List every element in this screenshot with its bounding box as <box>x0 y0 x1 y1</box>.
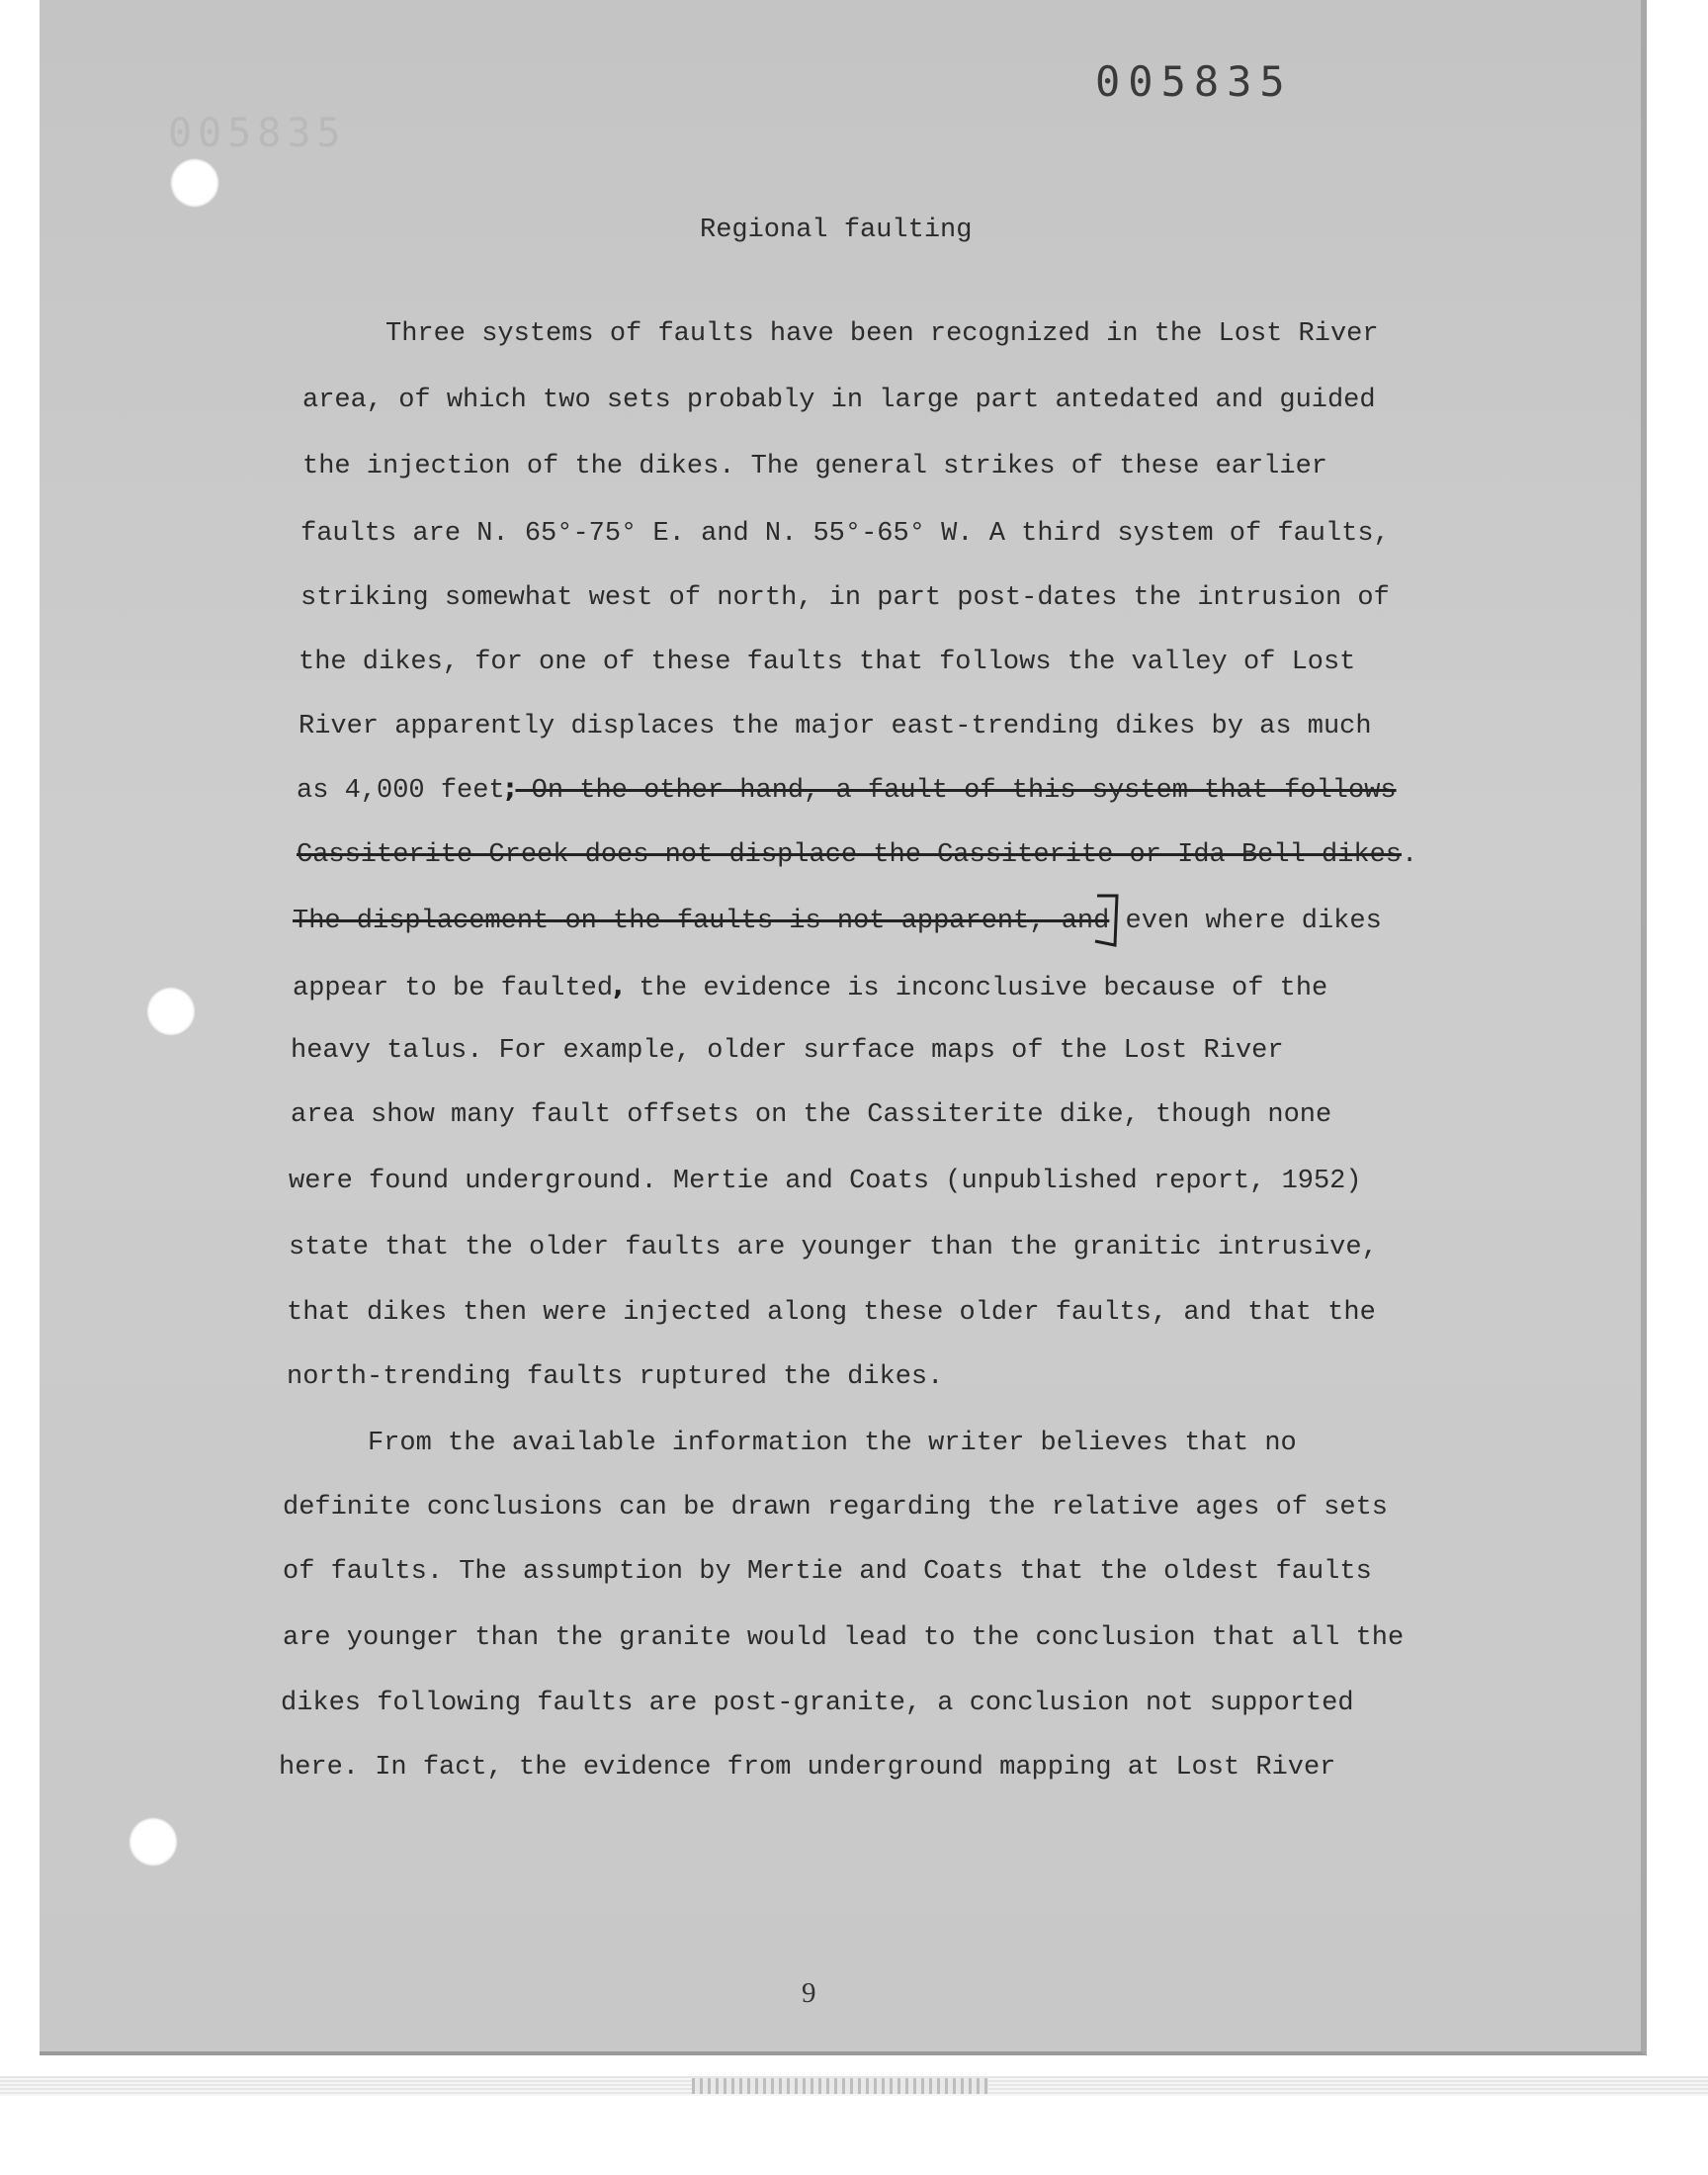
text-line: north-trending faults ruptured the dikes. <box>287 1362 944 1392</box>
page-number: 9 <box>802 1977 816 2009</box>
line-text: as 4,000 feet <box>297 776 505 806</box>
handwritten-semicolon: ; <box>504 773 516 804</box>
text-line: here. In fact, the evidence from underground mapping at Lost River <box>279 1753 1336 1783</box>
text-line: definite conclusions can be drawn regarding the relative ages of sets <box>283 1493 1388 1522</box>
struck-text: The displacement on the faults is not apparent, and <box>293 907 1110 936</box>
struck-text: Cassiterite Creek does not displace the Cassiterite or Ida Bell dikes <box>297 840 1402 870</box>
document-number: 005835 <box>1095 57 1293 106</box>
text-line-edited <box>293 902 1382 941</box>
handwritten-bracket <box>1093 892 1127 949</box>
line-tail: . <box>1401 840 1418 870</box>
text-line: striking somewhat west of north, in part post-dates the intrusion of <box>300 583 1390 613</box>
punch-hole <box>170 158 219 208</box>
handwritten-comma: , <box>613 971 624 1001</box>
text-line-edited <box>293 967 1327 1006</box>
section-title: Regional faulting <box>700 216 973 245</box>
text-line: the dikes, for one of these faults that follows the valley of Lost <box>299 648 1356 677</box>
text-line: heavy talus. For example, older surface maps of the Lost River <box>291 1036 1284 1066</box>
text-line: area show many fault offsets on the Cassiterite dike, though none <box>291 1100 1332 1130</box>
text-line: River apparently displaces the major east-trending dikes by as much <box>299 712 1372 741</box>
scanner-edge-artifact <box>692 2078 988 2094</box>
text-line: Three systems of faults have been recognized in the Lost River <box>385 319 1379 349</box>
text-line: the injection of the dikes. The general strikes of these earlier <box>302 452 1327 481</box>
text-line-edited <box>297 769 1397 809</box>
text-line: state that the older faults are younger than the granitic intrusive, <box>289 1233 1378 1262</box>
line-tail: the evidence is inconclusive because of the <box>623 974 1328 1003</box>
text-line-edited <box>297 835 1417 875</box>
text-line: faults are N. 65°-75° E. and N. 55°-65° W. A third system of faults, <box>300 519 1390 549</box>
text-line: were found underground. Mertie and Coats (unpublished report, 1952) <box>289 1167 1362 1196</box>
punch-hole <box>146 987 196 1036</box>
text-line: of faults. The assumption by Mertie and Coats that the oldest faults <box>283 1557 1372 1587</box>
line-text: appear to be faulted <box>293 974 614 1003</box>
text-line: dikes following faults are post-granite, a conclusion not supported <box>281 1689 1354 1718</box>
text-line: that dikes then were injected along these older faults, and that the <box>287 1298 1376 1328</box>
text-line: are younger than the granite would lead to the conclusion that all the <box>283 1623 1405 1653</box>
punch-hole <box>128 1817 178 1867</box>
text-line: area, of which two sets probably in large part antedated and guided <box>302 386 1376 415</box>
struck-text: On the other hand, a fault of this system that follows <box>515 776 1397 806</box>
line-tail: even where dikes <box>1109 907 1382 936</box>
text-line: From the available information the writer believes that no <box>368 1429 1297 1458</box>
bleed-through-number: 005835 <box>168 111 347 156</box>
